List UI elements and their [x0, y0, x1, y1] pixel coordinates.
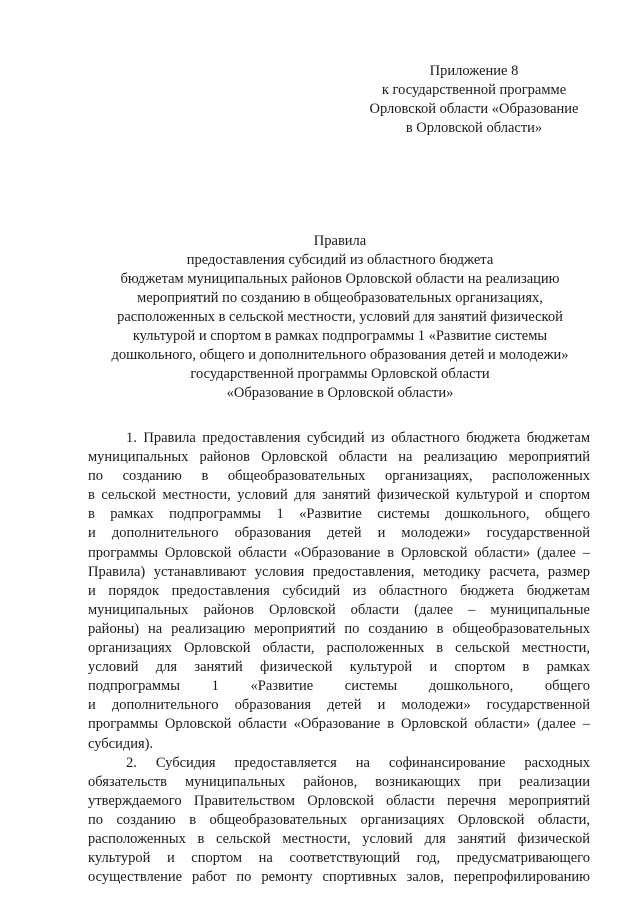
paragraph-2-line: культурой и спортом на соответствующий год, предусматривающего [88, 850, 590, 867]
paragraph-1-line: 1. Правила предоставления субсидий из областного бюджета бюджетам [126, 430, 590, 446]
paragraph-1-line: программы Орловской области «Образование в Орловской области» (далее – [88, 544, 590, 561]
title-line: «Образование в Орловской области» [226, 385, 454, 401]
paragraph-1-line: условий для занятий физической культурой и спортом в рамках [88, 659, 590, 676]
paragraph-1-line: субсидия). [88, 735, 154, 752]
title-line: культурой и спортом в рамках подпрограммы 1 «Развитие системы [132, 328, 548, 344]
appendix-line: к государственной программе [381, 82, 567, 98]
paragraph-1-line: и дополнительного образования детей и молодежи» государственной [88, 697, 590, 714]
appendix-heading [355, 62, 593, 138]
paragraph-1-line: программы Орловской области «Образование в Орловской области» (далее – [88, 716, 590, 733]
title-line: бюджетам муниципальных районов Орловской области на реализацию [120, 271, 560, 287]
paragraph-1-line: в рамках подпрограммы 1 «Развитие системы дошкольного, общего [88, 506, 590, 523]
paragraph-2-line: расположенных в сельской местности, условий для занятий физической [88, 830, 590, 847]
paragraph-1-line: Правила) устанавливают условия предоставления, методику расчета, размер [88, 563, 590, 580]
appendix-line: Приложение 8 [429, 63, 519, 79]
appendix-line: Орловской области «Образование [369, 101, 579, 117]
title-line: дошкольного, общего и дополнительного образования детей и молодежи» [111, 347, 569, 363]
paragraph-1-line: по созданию в общеобразовательных организациях, расположенных [88, 468, 590, 485]
paragraph-2-line: утверждаемого Правительством Орловской области перечня мероприятий [88, 792, 590, 809]
paragraph-1-line: муниципальных районов Орловской области (далее – муниципальные [88, 601, 590, 618]
title-line: Правила [313, 233, 367, 249]
document-title [80, 232, 600, 403]
paragraph-2-line: осуществление работ по ремонту спортивных залов, перепрофилированию [88, 869, 590, 886]
paragraph-1-line: муниципальных районов Орловской области на реализацию мероприятий [88, 449, 590, 466]
title-line: мероприятий по созданию в общеобразовательных организациях, [137, 290, 543, 306]
paragraph-1-line: районы) на реализацию мероприятий по созданию в общеобразовательных [88, 620, 590, 637]
paragraph-1-line: и порядок предоставления субсидий из областного бюджета бюджетам [88, 582, 590, 599]
document-body [88, 429, 590, 887]
paragraph-1-line: организациях Орловской области, расположенных в сельской местности, [88, 640, 590, 657]
paragraph-2-line: 2. Субсидия предоставляется на софинансирование расходных [126, 754, 590, 771]
paragraph-1-line: и дополнительного образования детей и молодежи» государственной [88, 525, 590, 542]
paragraph-1-line: в сельской местности, условий для занятий физической культурой и спортом [88, 487, 590, 504]
title-line: предоставления субсидий из областного бюджета [186, 252, 494, 268]
title-line: расположенных в сельской местности, условий для занятий физической [117, 309, 563, 325]
appendix-line: в Орловской области» [405, 120, 543, 136]
paragraph-2-line: обязательств муниципальных районов, возникающих при реализации [88, 773, 590, 790]
paragraph-2-line: по созданию в общеобразовательных организациях Орловской области, [88, 811, 590, 828]
paragraph-1-line: подпрограммы 1 «Развитие системы дошкольного, общего [88, 678, 590, 695]
title-line: государственной программы Орловской области [190, 366, 490, 382]
